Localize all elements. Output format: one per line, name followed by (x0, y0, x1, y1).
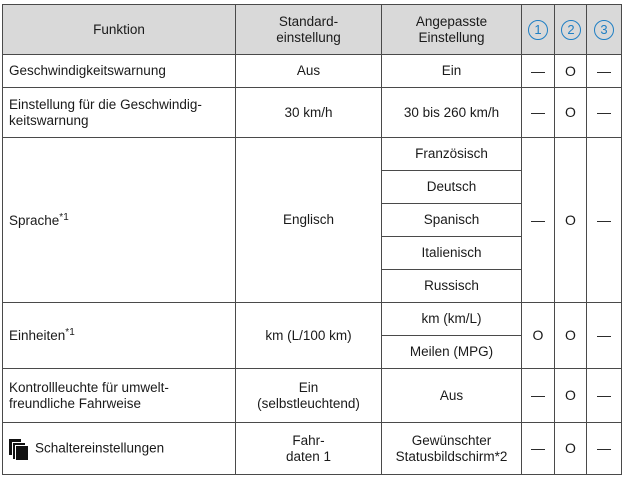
cell-funktion (3, 88, 236, 138)
cell-option: Russisch (382, 270, 522, 303)
cell-option: Deutsch (382, 171, 522, 204)
cell-funktion (3, 423, 236, 475)
cell-mark-2: O (555, 88, 587, 138)
cell-funktion-line2: freundliche Fahrweise (9, 395, 142, 411)
cell-standard-line1: Fahr- (292, 432, 325, 448)
cell-funktion-label: Schaltereinstellungen (35, 440, 165, 456)
cell-standard (236, 369, 382, 423)
cell-standard (236, 423, 382, 475)
cell-funktion-line2: keitswarnung (9, 112, 89, 128)
cell-mark-3: — (587, 369, 622, 423)
table-row-geschwindigkeitswarnung (3, 55, 622, 88)
header-standard (236, 5, 382, 55)
header-funktion-label: Funktion (93, 21, 145, 37)
cell-funktion: Geschwindigkeitswarnung (3, 55, 236, 88)
header-angepasst-line2: Einstellung (418, 29, 485, 45)
cell-standard-line2: daten 1 (285, 448, 332, 464)
cell-standard: Aus (236, 55, 382, 88)
cell-funktion-label: Sprache (9, 212, 60, 228)
cell-standard-line2: (selbstleuchtend) (257, 395, 360, 411)
cell-funktion (3, 303, 236, 369)
cell-option: km (km/L) (382, 303, 522, 336)
cell-mark-1: — (522, 423, 555, 475)
cell-option: Italienisch (382, 237, 522, 270)
cell-mark-3: — (587, 88, 622, 138)
cell-mark-1: — (522, 369, 555, 423)
cell-angepasst-line1: Gewünschter (411, 432, 492, 448)
header-col-3 (587, 5, 622, 55)
table-row-sprache (3, 138, 622, 171)
header-angepasst (382, 5, 522, 55)
circled-number-3: 3 (594, 20, 614, 40)
cell-funktion-label: Einheiten (9, 328, 66, 344)
cell-mark-1: — (522, 55, 555, 88)
cell-mark-2: O (555, 138, 587, 303)
cell-mark-3: — (587, 303, 622, 369)
cell-funktion (3, 369, 236, 423)
header-standard-line1: Standard- (278, 13, 339, 29)
settings-table (2, 4, 622, 475)
cell-option: Französisch (382, 138, 522, 171)
cell-funktion (3, 138, 236, 303)
cell-angepasst-line2: Statusbildschirm*2 (395, 448, 508, 464)
cell-mark-3: — (587, 138, 622, 303)
cell-angepasst (382, 423, 522, 475)
switch-settings-icon (9, 439, 29, 459)
header-funktion (3, 5, 236, 55)
header-col-1 (522, 5, 555, 55)
cell-mark-3: — (587, 423, 622, 475)
cell-mark-2: O (555, 303, 587, 369)
cell-option: Spanisch (382, 204, 522, 237)
cell-funktion-line1: Einstellung für die Geschwindig- (9, 96, 202, 112)
cell-mark-2: O (555, 55, 587, 88)
table-row-schaltereinstellungen (3, 423, 622, 475)
cell-mark-1: — (522, 138, 555, 303)
header-standard-line2: einstellung (276, 29, 341, 45)
cell-angepasst: Ein (382, 55, 522, 88)
header-col-2 (555, 5, 587, 55)
cell-mark-1: O (522, 303, 555, 369)
cell-mark-2: O (555, 369, 587, 423)
table-row-kontrollleuchte (3, 369, 622, 423)
cell-standard: km (L/100 km) (236, 303, 382, 369)
footnote-marker: *1 (65, 327, 75, 339)
footnote-marker: *1 (59, 211, 69, 223)
cell-angepasst: 30 bis 260 km/h (382, 88, 522, 138)
cell-angepasst: Aus (382, 369, 522, 423)
cell-funktion-line1: Kontrollleuchte für umwelt- (9, 379, 169, 395)
cell-mark-3: — (587, 55, 622, 88)
cell-option: Meilen (MPG) (382, 336, 522, 369)
header-angepasst-line1: Angepasste (415, 13, 488, 29)
table-row-geschwindigkeit-einstellung (3, 88, 622, 138)
circled-number-2: 2 (561, 20, 581, 40)
table-row-einheiten (3, 303, 622, 336)
circled-number-1: 1 (528, 20, 548, 40)
header-row (3, 5, 622, 55)
cell-standard-line1: Ein (298, 379, 319, 395)
cell-standard: 30 km/h (236, 88, 382, 138)
cell-mark-2: O (555, 423, 587, 475)
cell-standard: Englisch (236, 138, 382, 303)
cell-mark-1: — (522, 88, 555, 138)
